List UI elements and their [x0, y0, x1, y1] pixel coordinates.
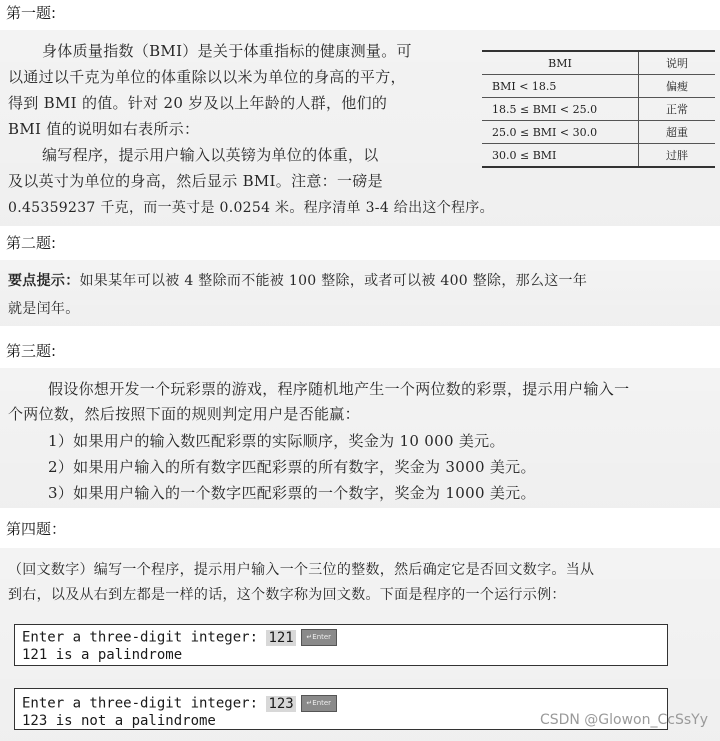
- bmi-range: 18.5 ≤ BMI < 25.0: [482, 98, 639, 121]
- bmi-range: 25.0 ≤ BMI < 30.0: [482, 121, 639, 144]
- q2-label: 要点提示：: [8, 273, 80, 289]
- q1-line: 以通过以千克为单位的体重除以以米为单位的身高的平方，: [8, 68, 406, 86]
- q1-line: 身体质量指数（BMI）是关于体重指标的健康测量。可: [42, 42, 412, 60]
- q3-line: 3）如果用户输入的一个数字匹配彩票的一个数字，奖金为 1000 美元。: [48, 484, 536, 502]
- prompt-text: Enter a three-digit integer:: [22, 629, 267, 646]
- table-row: [482, 98, 715, 121]
- heading-q1: 第一题:: [6, 4, 57, 22]
- code-prompt-line: [22, 629, 337, 646]
- watermark: CSDN @Glowon_CcSsYy: [539, 712, 708, 728]
- q3-line: 假设你想开发一个玩彩票的游戏，程序随机地产生一个两位数的彩票，提示用户输入一: [48, 380, 630, 398]
- user-input: 123: [268, 695, 294, 712]
- q3-line: 2）如果用户输入的所有数字匹配彩票的所有数字，奖金为 3000 美元。: [48, 458, 536, 476]
- enter-key-icon: ↵Enter: [301, 695, 337, 712]
- prompt-text: Enter a three-digit integer:: [22, 695, 267, 712]
- q1-line: 得到 BMI 的值。针对 20 岁及以上年龄的人群，他们的: [8, 94, 388, 112]
- code-result-line: 123 is not a palindrome: [22, 713, 216, 729]
- table-row: [482, 121, 715, 144]
- code-result-line: 121 is a palindrome: [22, 647, 183, 663]
- q1-line: 0.45359237 千克，而一英寸是 0.0254 米。程序清单 3-4 给出这个程序。: [8, 200, 494, 216]
- enter-key-icon: ↵Enter: [301, 629, 337, 646]
- q2-line1: [8, 270, 587, 290]
- q2-text: 如果某年可以被 4 整除而不能被 100 整除，或者可以被 400 整除，那么这一年: [79, 273, 588, 289]
- bmi-note: 偏瘦: [639, 75, 716, 98]
- code-prompt-line: [22, 695, 337, 712]
- note-header: 说明: [639, 51, 716, 75]
- q4-line: 到右，以及从右到左都是一样的话，这个数字称为回文数。下面是程序的一个运行示例：: [8, 587, 566, 603]
- code-sample-1: [14, 624, 668, 666]
- q4-line: （回文数字）编写一个程序，提示用户输入一个三位的整数，然后确定它是否回文数字。当从: [8, 562, 595, 578]
- table-row: [482, 75, 715, 98]
- user-input: 121: [268, 629, 294, 646]
- bmi-note: 正常: [639, 98, 716, 121]
- bmi-header: BMI: [482, 51, 639, 75]
- q3-line: 个两位数，然后按照下面的规则判定用户是否能赢：: [8, 405, 360, 423]
- heading-q3: 第三题:: [6, 342, 57, 360]
- bmi-table: [482, 50, 715, 168]
- heading-q2: 第二题:: [6, 234, 57, 252]
- q1-line: BMI 值的说明如右表所示：: [8, 120, 200, 138]
- q1-line: 及以英寸为单位的身高，然后显示 BMI。注意：一磅是: [8, 172, 383, 190]
- bmi-note: 超重: [639, 121, 716, 144]
- table-row: [482, 144, 715, 168]
- bmi-range: 30.0 ≤ BMI: [482, 144, 639, 168]
- q1-line: 编写程序，提示用户输入以英镑为单位的体重，以: [42, 146, 379, 164]
- bmi-note: 过胖: [639, 144, 716, 168]
- bmi-range: BMI < 18.5: [482, 75, 639, 98]
- q2-line2: 就是闰年。: [8, 301, 80, 317]
- q3-line: 1）如果用户的输入数匹配彩票的实际顺序，奖金为 10 000 美元。: [48, 432, 505, 450]
- heading-q4: 第四题：: [6, 520, 67, 538]
